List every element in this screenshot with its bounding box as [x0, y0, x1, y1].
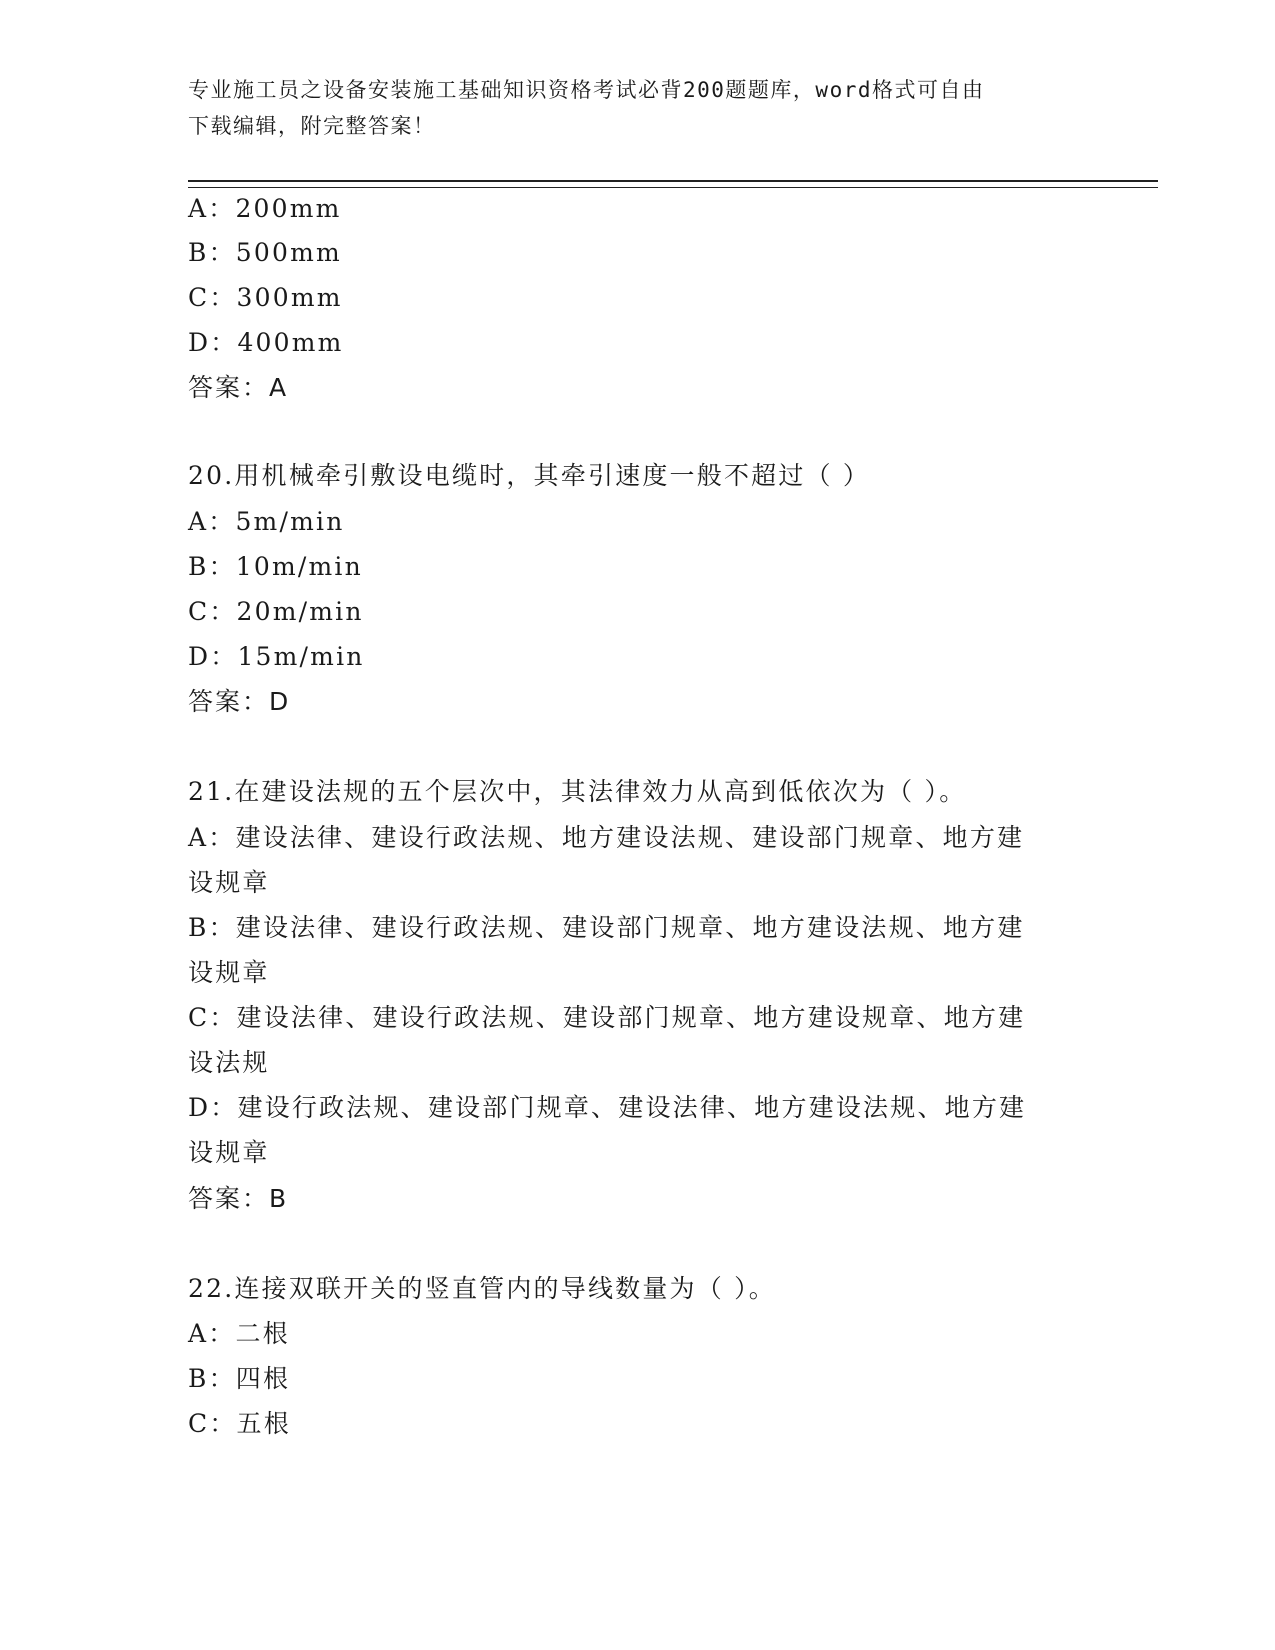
q21-option-d-line-1: D：建设行政法规、建设部门规章、建设法律、地方建设法规、地方建 — [188, 1093, 1027, 1122]
q20-option-a: A：5m/min — [188, 507, 345, 536]
q20-option-d: D：15m/min — [188, 642, 365, 671]
q19-option-d: D：400mm — [188, 328, 344, 357]
q20-answer: 答案：D — [188, 687, 291, 716]
q19-option-c: C：300mm — [188, 283, 343, 312]
q21-option-b-line-1: B：建设法律、建设行政法规、建设部门规章、地方建设法规、地方建 — [188, 913, 1025, 942]
q21-option-d-line-2: 设规章 — [188, 1138, 270, 1167]
q20-question: 20.用机械牵引敷设电缆时，其牵引速度一般不超过（ ） — [188, 461, 871, 490]
q19-option-a: A：200mm — [188, 194, 342, 223]
q22-question: 22.连接双联开关的竖直管内的导线数量为（ ）。 — [188, 1274, 777, 1303]
q19-option-b: B：500mm — [188, 238, 342, 267]
header-divider — [188, 180, 1158, 188]
q21-option-a-line-1: A：建设法律、建设行政法规、地方建设法规、建设部门规章、地方建 — [188, 823, 1025, 852]
q20-option-c: C：20m/min — [188, 597, 364, 626]
q21-option-b-line-2: 设规章 — [188, 958, 270, 987]
q21-option-c-line-2: 设法规 — [188, 1048, 270, 1077]
document-header — [188, 72, 1088, 144]
q21-question: 21.在建设法规的五个层次中，其法律效力从高到低依次为（ ）。 — [188, 777, 967, 806]
q19-answer: 答案：A — [188, 373, 289, 402]
q22-option-b: B：四根 — [188, 1364, 291, 1393]
header-title-line-1: 专业施工员之设备安装施工基础知识资格考试必背200题题库，word格式可自由 — [188, 78, 985, 102]
header-title-line-2: 下载编辑，附完整答案！ — [188, 114, 436, 138]
q20-option-b: B：10m/min — [188, 552, 363, 581]
q22-option-c: C：五根 — [188, 1409, 291, 1438]
q21-option-c-line-1: C：建设法律、建设行政法规、建设部门规章、地方建设规章、地方建 — [188, 1003, 1026, 1032]
q22-option-a: A：二根 — [188, 1319, 290, 1348]
q21-option-a-line-2: 设规章 — [188, 868, 270, 897]
q21-answer: 答案：B — [188, 1184, 289, 1213]
